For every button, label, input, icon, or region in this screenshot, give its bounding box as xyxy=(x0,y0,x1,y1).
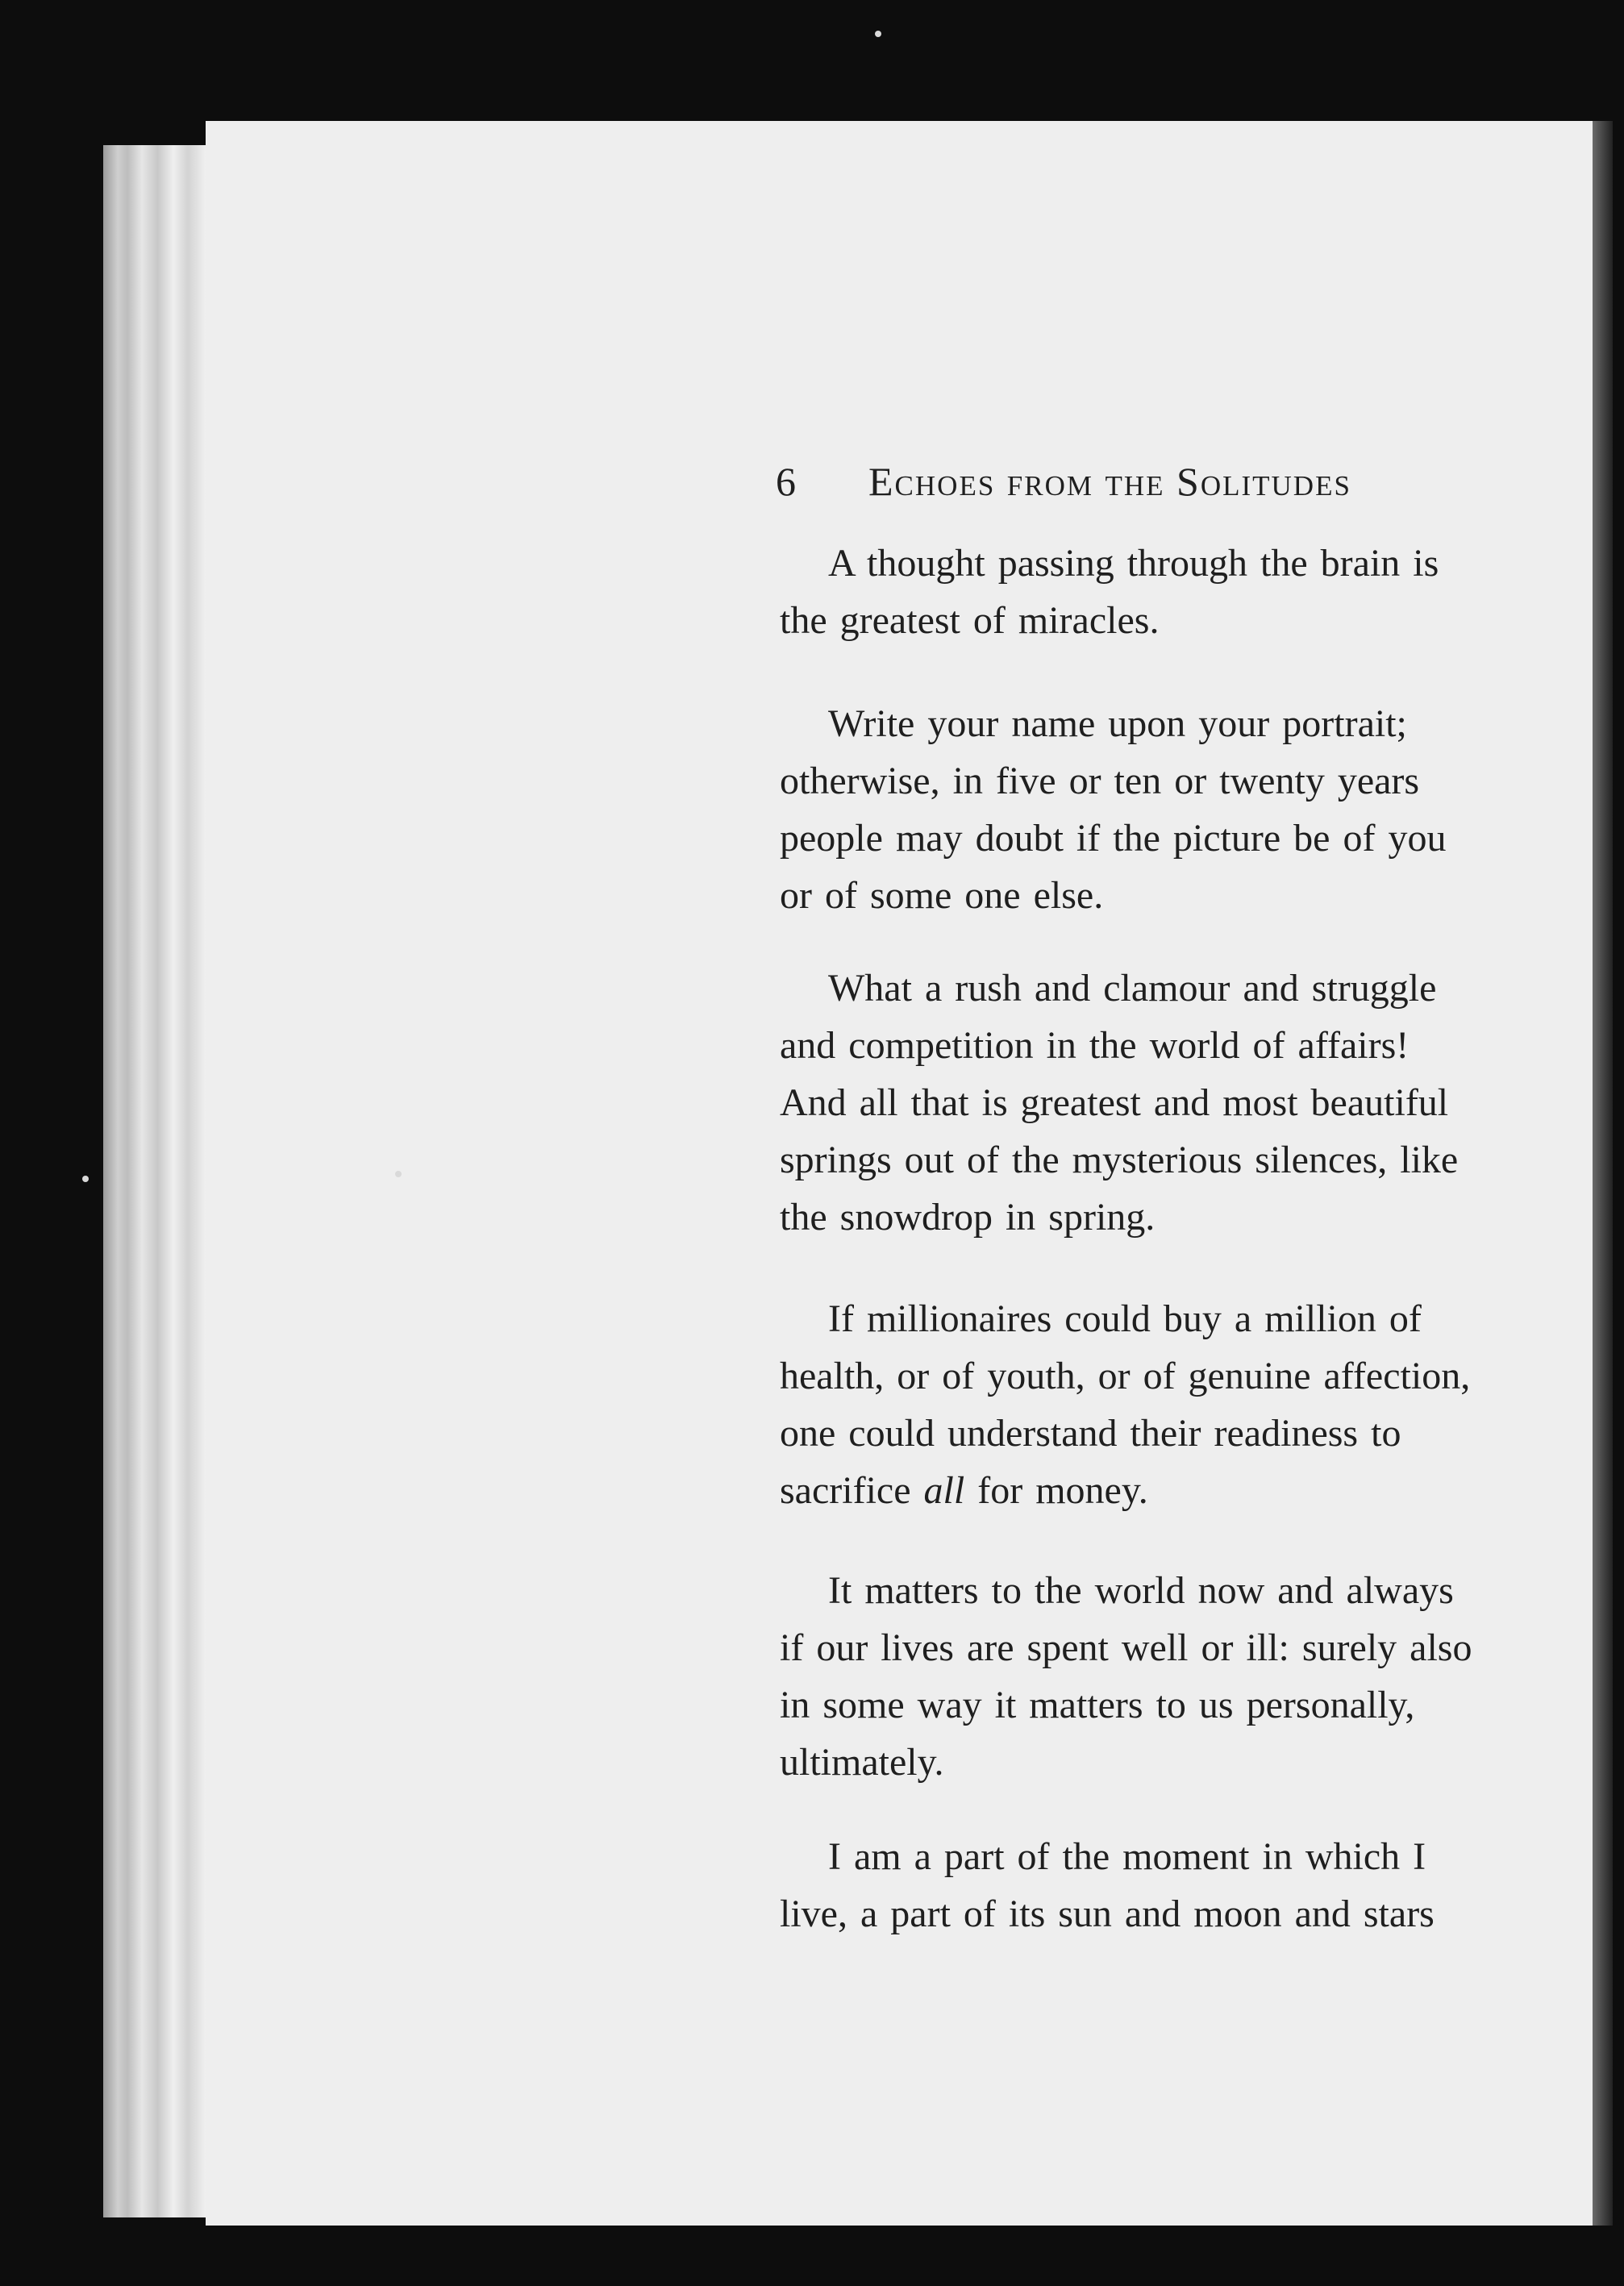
text-line: ultimately. xyxy=(780,1741,944,1784)
text-line: the greatest of miracles. xyxy=(780,599,1160,642)
text-line: live, a part of its sun and moon and stars xyxy=(780,1893,1435,1935)
text-line-with-italic xyxy=(780,1462,1622,1519)
text-line: Write your name upon your portrait; xyxy=(828,702,1407,745)
paragraph xyxy=(780,1290,1622,1519)
text-line: And all that is greatest and most beautiful xyxy=(780,1081,1449,1124)
text-line: if our lives are spent well or ill: surely also xyxy=(780,1626,1472,1669)
text-line: in some way it matters to us personally, xyxy=(780,1684,1415,1726)
page-number: 6 xyxy=(776,459,796,504)
paragraph xyxy=(780,535,1622,649)
text-line: What a rush and clamour and struggle xyxy=(828,967,1437,1010)
text-line: I am a part of the moment in which I xyxy=(828,1835,1426,1878)
page-shadow-edge xyxy=(1593,121,1613,2226)
scan-speck xyxy=(82,1176,89,1182)
italic-word: all xyxy=(923,1469,965,1512)
text-line: springs out of the mysterious silences, like xyxy=(780,1139,1459,1181)
paragraph xyxy=(780,695,1622,924)
scan-speck xyxy=(395,1171,402,1177)
text-line: It matters to the world now and always xyxy=(828,1569,1454,1612)
scan-speck xyxy=(875,31,881,37)
text-line: people may doubt if the picture be of you xyxy=(780,817,1447,860)
page-content xyxy=(206,121,1605,2226)
text-line: health, or of youth, or of genuine affection, xyxy=(780,1355,1471,1397)
book-page xyxy=(206,121,1605,2226)
running-title: Echoes from the Solitudes xyxy=(868,459,1351,504)
running-head xyxy=(776,453,1582,510)
text-line: the snowdrop in spring. xyxy=(780,1196,1156,1239)
text-line: A thought passing through the brain is xyxy=(828,542,1439,585)
text-line: otherwise, in five or ten or twenty years xyxy=(780,760,1420,802)
text-line: or of some one else. xyxy=(780,874,1104,917)
text-line: and competition in the world of affairs! xyxy=(780,1024,1410,1067)
paragraph xyxy=(780,1562,1622,1791)
paragraph xyxy=(780,960,1622,1246)
text-run: for money. xyxy=(964,1469,1148,1512)
paragraph xyxy=(780,1828,1622,1942)
text-line: If millionaires could buy a million of xyxy=(828,1297,1422,1340)
text-run: sacrifice xyxy=(780,1469,924,1512)
text-line: one could understand their readiness to xyxy=(780,1412,1401,1455)
